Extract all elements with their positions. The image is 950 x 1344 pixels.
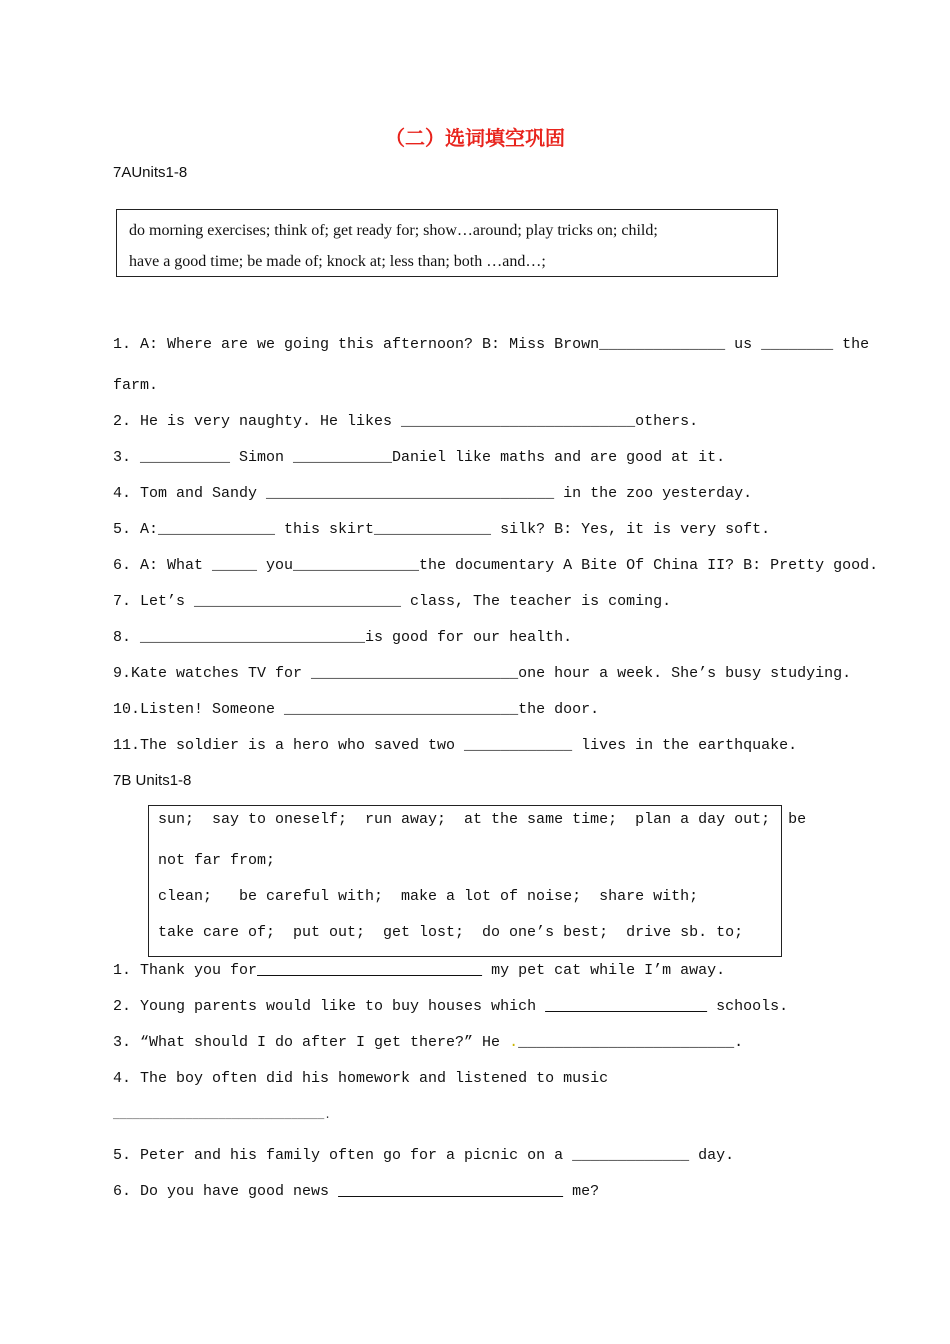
question-7a-9: 9.Kate watches TV for _______________________one hour a week. She’s busy studying. bbox=[113, 665, 852, 682]
question-7a-4: 4. Tom and Sandy ________________________________ in the zoo yesterday. bbox=[113, 485, 753, 502]
word-bank-7b-line: not far from; bbox=[158, 852, 276, 869]
question-text: my pet cat while I’m away. bbox=[482, 962, 726, 979]
question-text: 1. Thank you for bbox=[113, 962, 258, 979]
question-7b-6 bbox=[113, 1183, 599, 1200]
question-7a-5: 5. A:_____________ this skirt_____________ silk? B: Yes, it is very soft. bbox=[113, 521, 771, 538]
question-7a-8: 8. _________________________is good for our health. bbox=[113, 629, 573, 646]
question-7b-4-blank: ________________________________. bbox=[113, 1110, 331, 1122]
word-bank-7a-line: have a good time; be made of; knock at; less than; both …and…; bbox=[129, 253, 546, 270]
word-bank-7b-line: sun; say to oneself; run away; at the same time; plan a day out; be bbox=[158, 811, 807, 828]
answer-blank bbox=[545, 998, 707, 1015]
answer-blank bbox=[338, 1183, 563, 1200]
page-title: （二）选词填空巩固 bbox=[385, 126, 565, 150]
question-7a-7: 7. Let’s _______________________ class, The teacher is coming. bbox=[113, 593, 672, 610]
answer-blank bbox=[257, 962, 482, 979]
question-text: me? bbox=[563, 1183, 600, 1200]
section-7a-heading: 7AUnits1-8 bbox=[113, 164, 188, 181]
word-bank-7a bbox=[116, 209, 778, 277]
question-7b-2 bbox=[113, 998, 788, 1015]
question-text: 2. Young parents would like to buy houses which bbox=[113, 998, 546, 1015]
question-7a-2: 2. He is very naughty. He likes __________________________others. bbox=[113, 413, 699, 430]
question-7a-1: 1. A: Where are we going this afternoon? B: Miss Brown______________ us ________ the bbox=[113, 336, 870, 353]
word-bank-7b-line: take care of; put out; get lost; do one’s best; drive sb. to; bbox=[158, 924, 744, 941]
question-7a-3: 3. __________ Simon ___________Daniel like maths and are good at it. bbox=[113, 449, 726, 466]
answer-blank: ________________________ bbox=[518, 1034, 735, 1051]
section-7b-heading: 7B Units1-8 bbox=[113, 772, 192, 789]
marker-dot: . bbox=[509, 1034, 519, 1051]
question-7a-1-cont: farm. bbox=[113, 377, 159, 394]
question-7b-1 bbox=[113, 962, 725, 979]
question-7a-10: 10.Listen! Someone __________________________the door. bbox=[113, 701, 600, 718]
question-text: . bbox=[734, 1034, 744, 1051]
question-7b-5: 5. Peter and his family often go for a picnic on a _____________ day. bbox=[113, 1147, 735, 1164]
word-bank-7b-line: clean; be careful with; make a lot of noise; share with; bbox=[158, 888, 699, 905]
question-7b-4: 4. The boy often did his homework and listened to music bbox=[113, 1070, 609, 1087]
question-7a-6: 6. A: What _____ you______________the documentary A Bite Of China II? B: Pretty good. bbox=[113, 557, 879, 574]
question-text: 6. Do you have good news bbox=[113, 1183, 339, 1200]
question-text: schools. bbox=[707, 998, 789, 1015]
question-7b-3 bbox=[113, 1034, 743, 1051]
question-7a-11: 11.The soldier is a hero who saved two ____________ lives in the earthquake. bbox=[113, 737, 798, 754]
word-bank-7b bbox=[148, 805, 807, 957]
word-bank-7a-line: do morning exercises; think of; get ready for; show…around; play tricks on; child; bbox=[129, 222, 658, 239]
question-text: 3. “What should I do after I get there?” He bbox=[113, 1034, 510, 1051]
